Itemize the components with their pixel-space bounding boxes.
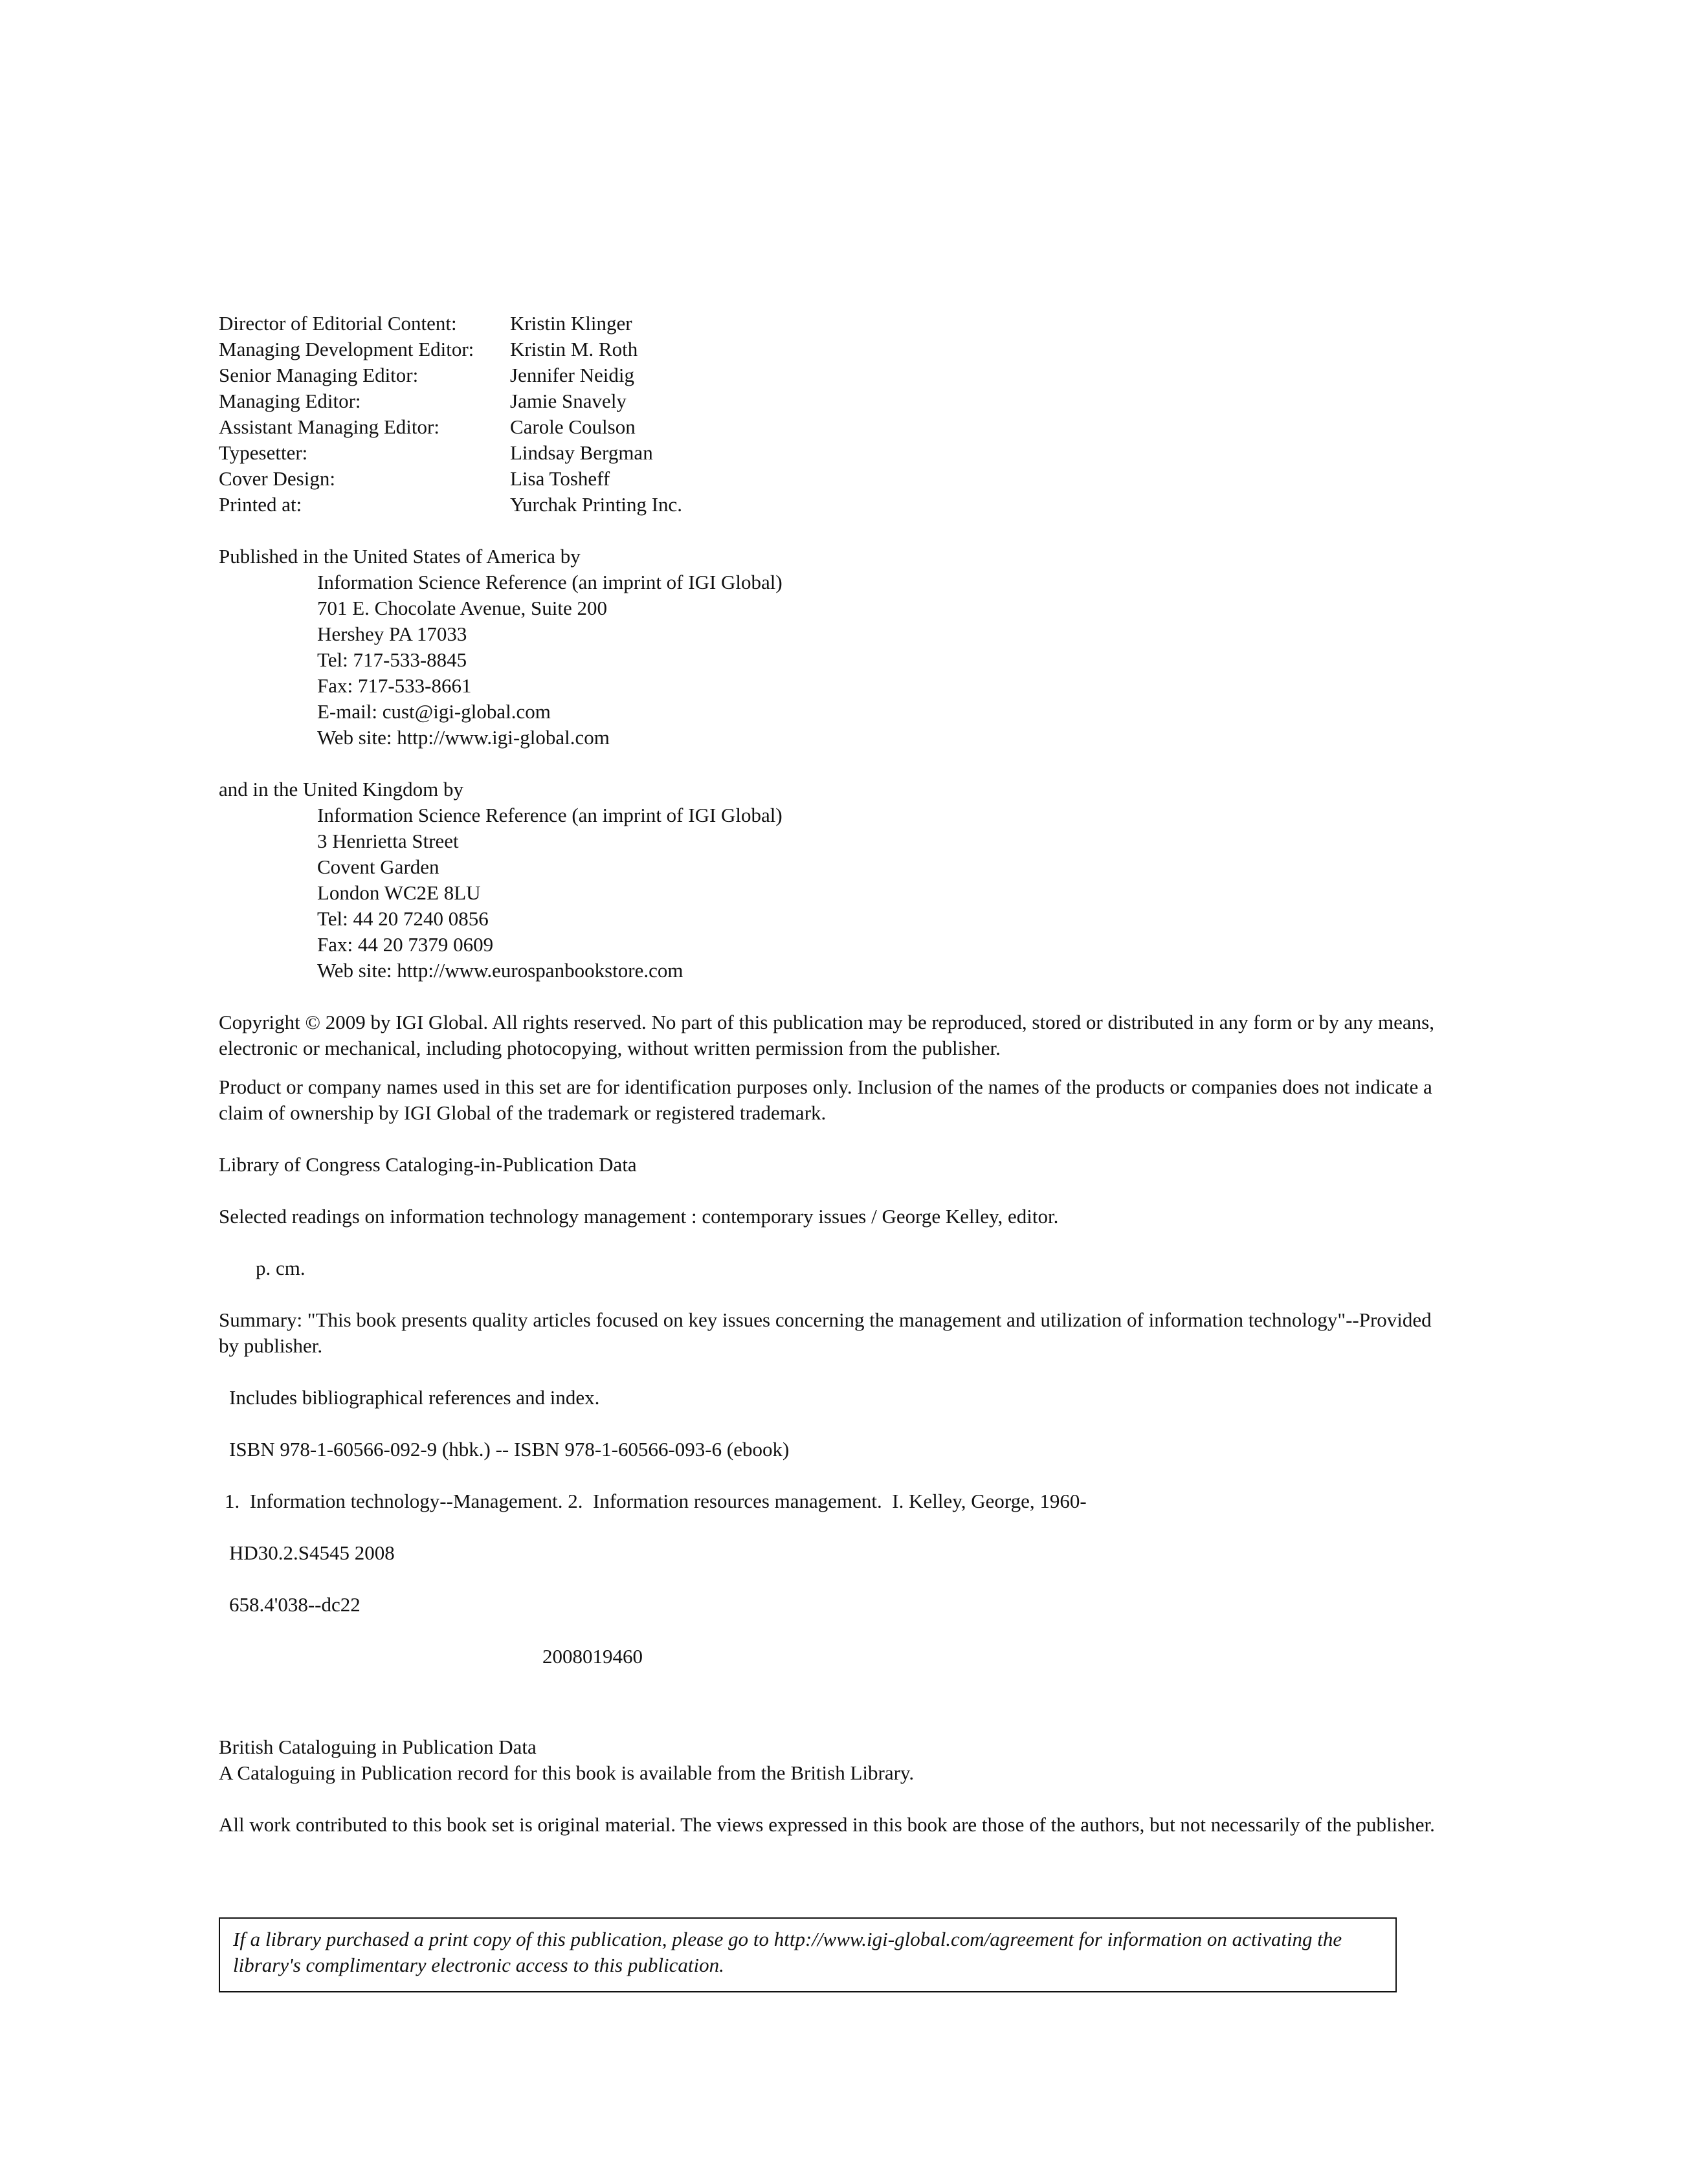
- cip-subjects: 1. Information technology--Management. 2. Information resources management. I. Kelley, George, 1960-: [225, 1490, 1087, 1512]
- credit-row: [219, 336, 682, 362]
- copyright-paragraph: Copyright © 2009 by IGI Global. All rights reserved. No part of this publication may be reproduced, stored or distributed in any form or by any means, electronic or mechanical, including photocopying, without written permission from the publisher.: [219, 1011, 1434, 1059]
- address-line: 3 Henrietta Street: [317, 830, 459, 852]
- cip-lccn: 2008019460: [542, 1645, 643, 1668]
- trademark-paragraph: Product or company names used in this set are for identification purposes only. Inclusion of the names of the products or companies does not indicate a claim of ownership by IGI Global of the trademark or registered trademark.: [219, 1075, 1432, 1124]
- library-access-notice: If a library purchased a print copy of this publication, please go to http://www.igi-global.com/agreement for information on activating the library's complimentary electronic access to this publication.: [219, 1917, 1397, 1992]
- uk-publisher-address: [219, 802, 783, 984]
- cip-lc-class: HD30.2.S4545 2008: [229, 1541, 395, 1564]
- credit-role: Typesetter:: [219, 441, 308, 464]
- credit-row: [219, 414, 682, 440]
- cip-dewey: 658.4'038--dc22: [229, 1593, 361, 1616]
- uk-publisher-block: [219, 777, 783, 984]
- credits-list: [219, 311, 682, 518]
- cip-summary: Summary: "This book presents quality articles focused on key issues concerning the management and utilization of information technology"--Provided by publisher.: [219, 1308, 1432, 1357]
- british-cip-block: [219, 1734, 914, 1786]
- address-line: Tel: 717-533-8845: [317, 648, 467, 671]
- address-line: Information Science Reference (an imprint of IGI Global): [317, 804, 783, 826]
- cip-isbn: ISBN 978-1-60566-092-9 (hbk.) -- ISBN 978-1-60566-093-6 (ebook): [229, 1438, 790, 1461]
- address-line: 701 E. Chocolate Avenue, Suite 200: [317, 597, 607, 619]
- address-line: Tel: 44 20 7240 0856: [317, 907, 489, 930]
- address-line: London WC2E 8LU: [317, 881, 481, 904]
- cip-title: Selected readings on information technology management : contemporary issues / George Kelley, editor.: [219, 1205, 1059, 1228]
- credit-role: Cover Design:: [219, 467, 335, 490]
- credit-row: [219, 362, 682, 388]
- credit-name: Kristin Klinger: [510, 312, 632, 335]
- cip-pcm: p. cm.: [256, 1257, 305, 1279]
- address-line: E-mail: cust@igi-global.com: [317, 700, 551, 723]
- original-work-paragraph: All work contributed to this book set is original material. The views expressed in this book are those of the authors, but not necessarily of the publisher.: [219, 1813, 1435, 1836]
- cip-heading: Library of Congress Cataloging-in-Publication Data: [219, 1153, 637, 1176]
- credit-name: Yurchak Printing Inc.: [510, 493, 683, 516]
- us-publisher-address: [219, 569, 783, 751]
- address-line: Web site: http://www.igi-global.com: [317, 726, 610, 749]
- credit-name: Kristin M. Roth: [510, 338, 638, 360]
- credit-role: Managing Editor:: [219, 390, 361, 412]
- credit-row: [219, 466, 682, 492]
- credit-name: Lisa Tosheff: [510, 467, 610, 490]
- credit-name: Jennifer Neidig: [510, 364, 634, 386]
- credit-row: [219, 440, 682, 466]
- address-line: Fax: 717-533-8661: [317, 674, 472, 697]
- credit-role: Senior Managing Editor:: [219, 364, 419, 386]
- address-line: Hershey PA 17033: [317, 623, 467, 645]
- credit-role: Director of Editorial Content:: [219, 312, 457, 335]
- credit-row: [219, 311, 682, 336]
- address-line: Web site: http://www.eurospanbookstore.com: [317, 959, 683, 982]
- credit-role: Printed at:: [219, 493, 302, 516]
- credit-role: Managing Development Editor:: [219, 338, 474, 360]
- us-publisher-intro: Published in the United States of America by: [219, 545, 581, 568]
- credit-name: Jamie Snavely: [510, 390, 627, 412]
- credit-row: [219, 388, 682, 414]
- address-line: Fax: 44 20 7379 0609: [317, 933, 494, 956]
- credit-name: Lindsay Bergman: [510, 441, 653, 464]
- british-cip-heading: British Cataloguing in Publication Data: [219, 1736, 537, 1758]
- us-publisher-block: [219, 544, 783, 751]
- cip-includes: Includes bibliographical references and index.: [229, 1386, 600, 1409]
- address-line: Information Science Reference (an imprint of IGI Global): [317, 571, 783, 593]
- credit-row: [219, 492, 682, 518]
- credit-role: Assistant Managing Editor:: [219, 415, 439, 438]
- uk-publisher-intro: and in the United Kingdom by: [219, 778, 463, 800]
- address-line: Covent Garden: [317, 855, 439, 878]
- credit-name: Carole Coulson: [510, 415, 636, 438]
- british-cip-line: A Cataloguing in Publication record for this book is available from the British Library.: [219, 1761, 915, 1784]
